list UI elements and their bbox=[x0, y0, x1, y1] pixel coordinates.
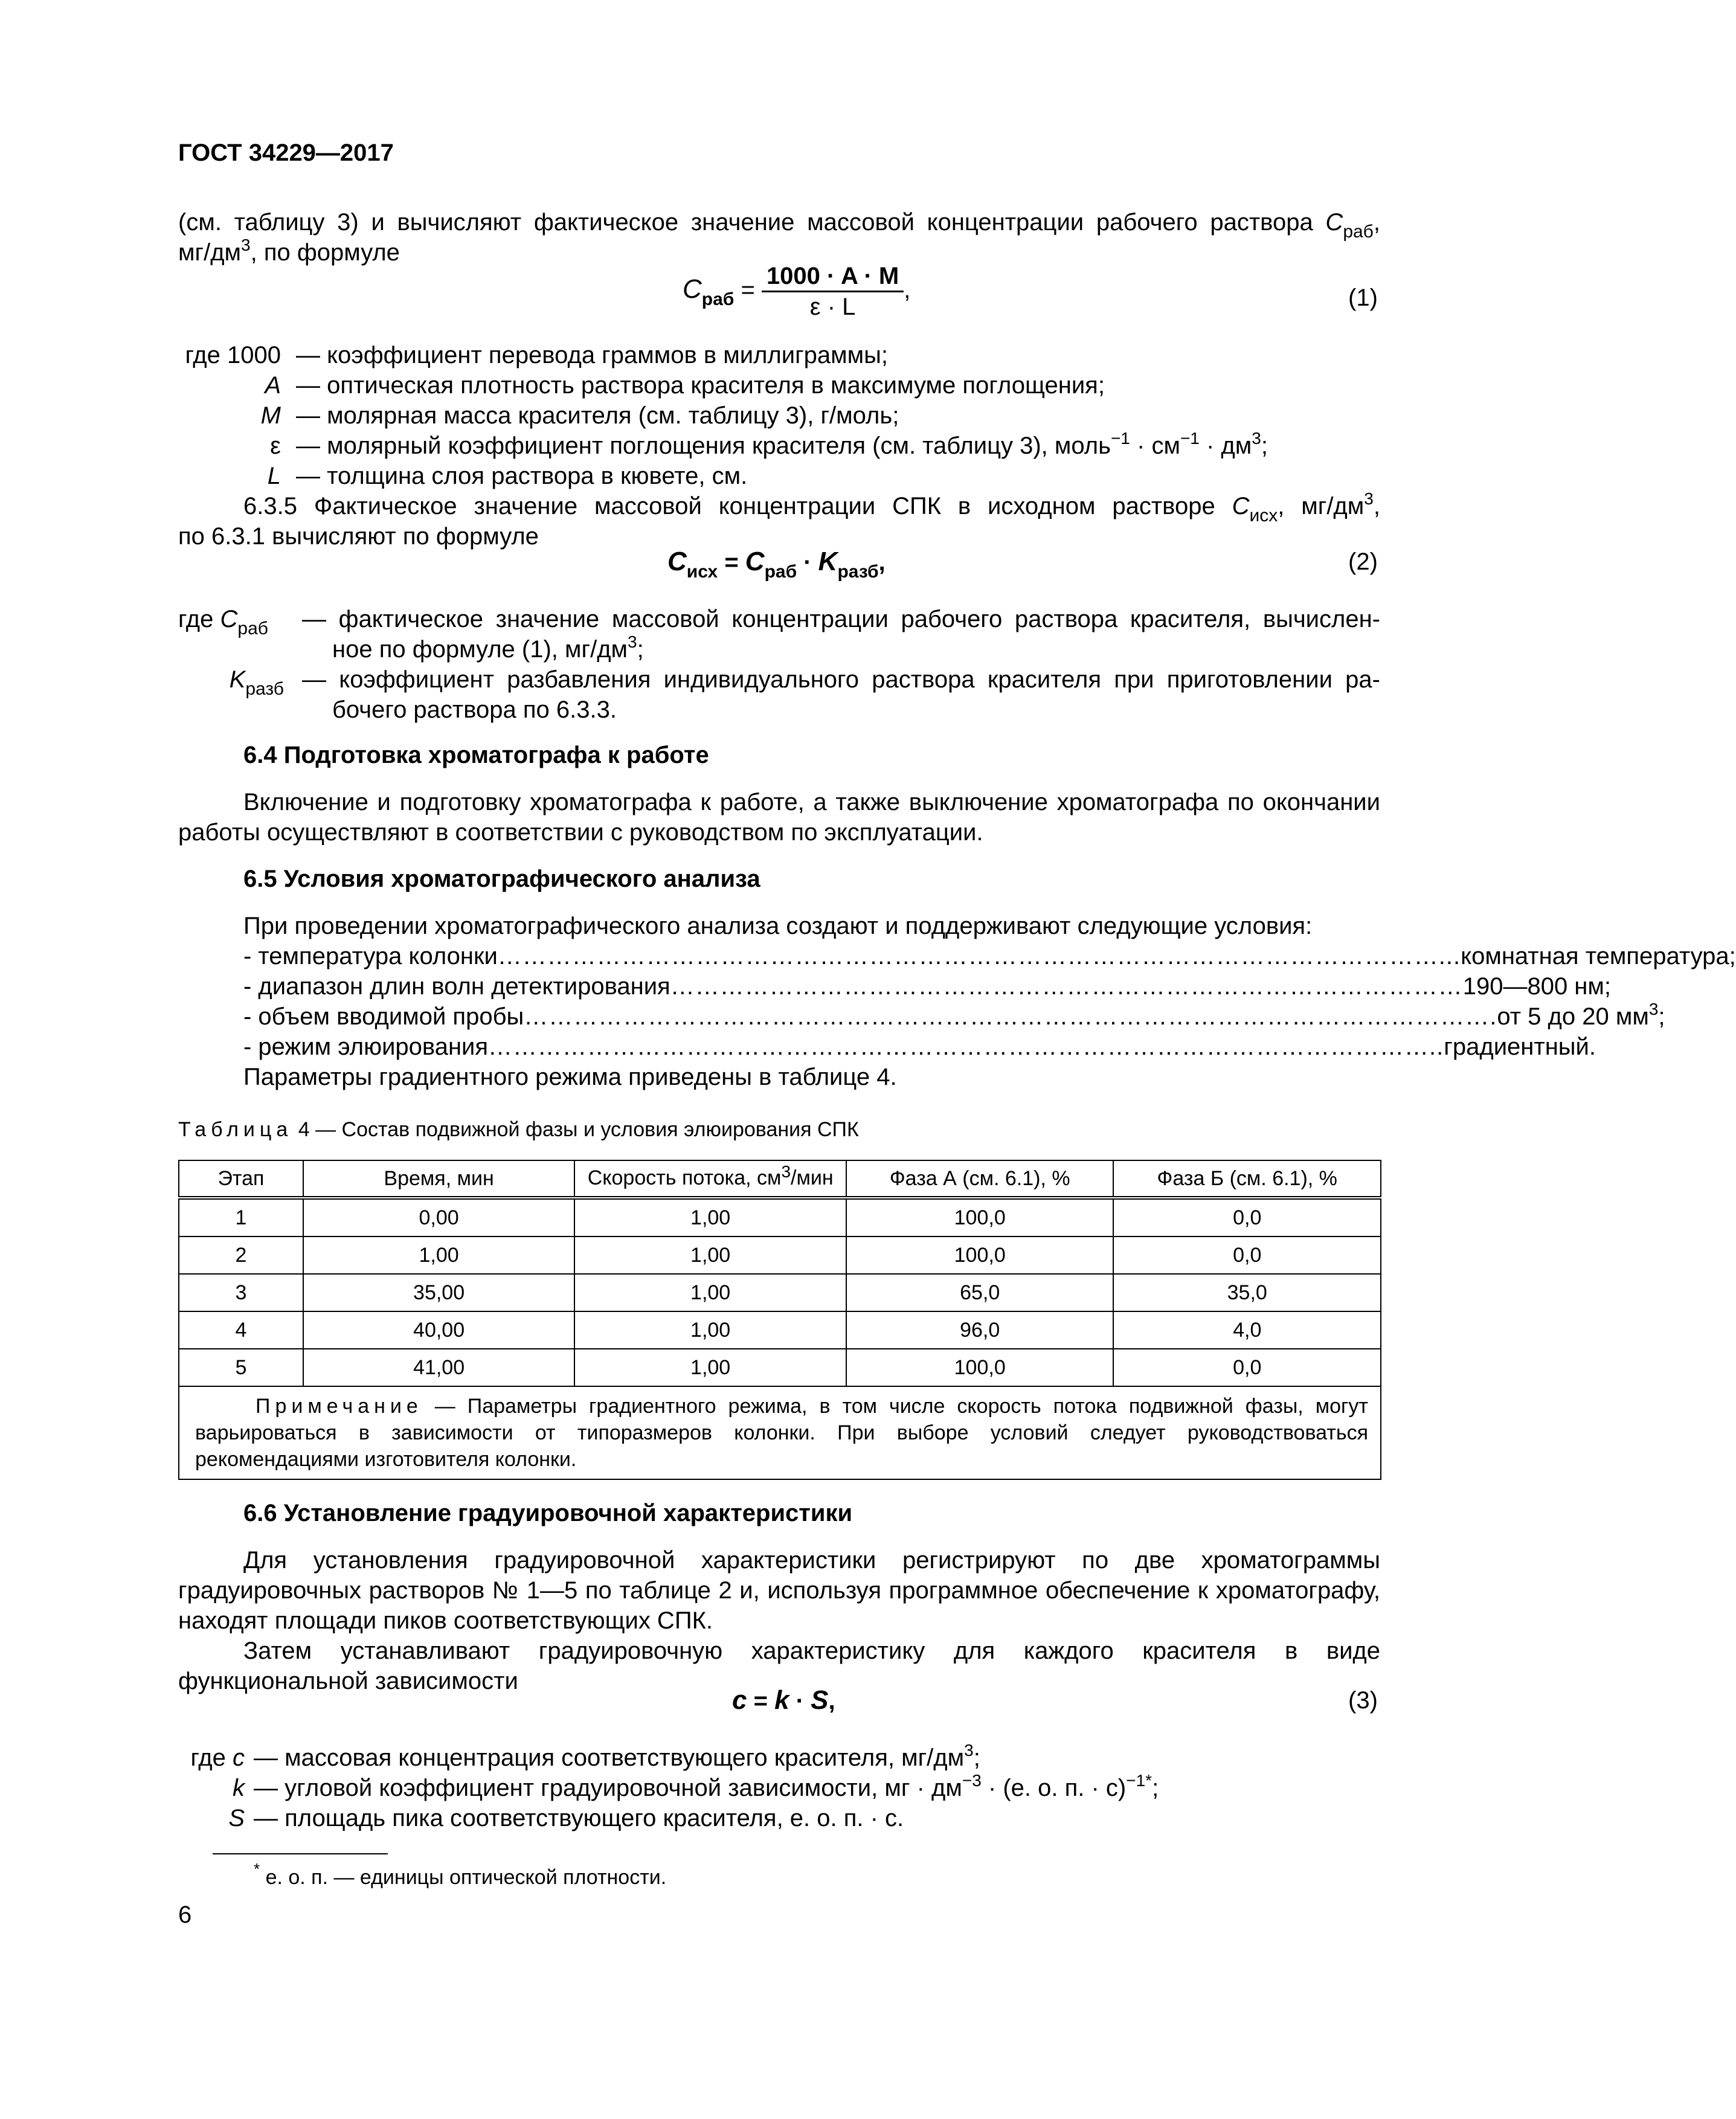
table-cell: 96,0 bbox=[846, 1311, 1114, 1349]
section-6-6-p1: Для установления градуировочной характеристики регистрируют по две хроматограммы градуировочных растворов № 1—5 по таблице 2 и, используя программное обеспечение к хроматографу, находят площади пиков соответствующих СПК. bbox=[178, 1547, 1380, 1634]
def1-sym-1: A bbox=[265, 372, 281, 399]
table-cell: 4 bbox=[179, 1311, 303, 1349]
table-cell: 100,0 bbox=[846, 1198, 1114, 1236]
section-6-4-heading: 6.4 Подготовка хроматографа к работе bbox=[243, 742, 709, 768]
table-header-row bbox=[179, 1160, 1381, 1198]
table-cell: 1,00 bbox=[574, 1311, 846, 1349]
def3-sym-0: где c bbox=[190, 1744, 245, 1771]
def1-text-0: — коэффициент перевода граммов в миллиграммы; bbox=[296, 342, 889, 368]
document-header: ГОСТ 34229—2017 bbox=[178, 140, 394, 166]
condition-row-2: - объем вводимой пробы ………………………………………………………………………………………………………. от 5 до 20 $мм^3$; bbox=[243, 1000, 1665, 1030]
def2-text-1-line-2: бочего раствора по 6.3.3. bbox=[332, 696, 617, 723]
formula-3-number: (3) bbox=[1348, 1687, 1378, 1714]
def2-text-1-line-1: — коэффициент разбавления индивидуального раствора красителя при приготовлении ра- bbox=[302, 666, 1380, 693]
def1-text-1: — оптическая плотность раствора красителя в максимуме поглощения; bbox=[296, 372, 1105, 399]
table-cell: 1 bbox=[179, 1198, 303, 1236]
col-header-phase-b: Фаза Б (см. 6.1), % bbox=[1113, 1160, 1381, 1198]
intro-line-2: $мг/дм^3$, по формуле bbox=[178, 236, 400, 266]
p635-line-2: по 6.3.1 вычисляют по формуле bbox=[178, 523, 539, 550]
col-header-stage: Этап bbox=[179, 1160, 303, 1198]
table-cell: 2 bbox=[179, 1236, 303, 1274]
formula-1-numerator: 1000 · A · M bbox=[762, 262, 904, 292]
table-cell: 1,00 bbox=[574, 1274, 846, 1311]
table-cell: 0,00 bbox=[303, 1198, 575, 1236]
section-6-5-intro: При проведении хроматографического анализа создают и поддерживают следующие условия: bbox=[243, 913, 1313, 939]
table-cell: 1,00 bbox=[574, 1236, 846, 1274]
table-4-caption: Таблица 4 — Состав подвижной фазы и условия элюирования СПК bbox=[178, 1118, 859, 1141]
def2-text-0-line-2: ное по формуле (1), $мг/дм^3$; bbox=[332, 632, 644, 663]
section-6-4-text: Включение и подготовку хроматографа к работе, а также выключение хроматографа по окончании работы осуществляют в соответствии с руководством по эксплуатации. bbox=[178, 789, 1380, 846]
table-cell: 1,00 bbox=[574, 1198, 846, 1236]
condition-row-1: - диапазон длин волн детектирования …………………………………………………………………………………… 190—800 нм; bbox=[243, 973, 1612, 1000]
formula-1: $C_{раб}$ = $\frac{1000 \cdot A \cdot M}{\varepsilon \cdot L}$ , bbox=[683, 263, 911, 320]
section-6-5-heading: 6.5 Условия хроматографического анализа bbox=[243, 866, 760, 892]
condition-row-0: - температура колонки ……………………………………………………………………………………………………... комнатная температура; bbox=[243, 943, 1736, 969]
formula-1-denominator: ε · L bbox=[809, 294, 856, 320]
table-row bbox=[179, 1274, 1381, 1311]
table-row bbox=[179, 1311, 1381, 1349]
footnote-separator bbox=[213, 1853, 388, 1854]
table-cell: 0,0 bbox=[1113, 1349, 1381, 1386]
def2-sym-1: $K_{разб}$ bbox=[229, 666, 284, 699]
col-header-time: Время, мин bbox=[303, 1160, 575, 1198]
intro-c-symbol: C bbox=[1325, 209, 1343, 236]
table-row bbox=[179, 1349, 1381, 1386]
formula-2-number: (2) bbox=[1348, 548, 1378, 575]
def2-text-0-line-1: — фактическое значение массовой концентрации рабочего раствора красителя, вычислен- bbox=[302, 606, 1380, 632]
def1-text-4: — толщина слоя раствора в кювете, см. bbox=[296, 463, 748, 489]
formula-2: $C_{исх} = C_{раб} \cdot K_{разб}$, bbox=[667, 547, 886, 582]
def1-sym-0: где 1000 bbox=[185, 342, 281, 368]
section-6-6-p2: Затем устанавливают градуировочную характеристику для каждого красителя в виде функциональной зависимости bbox=[178, 1638, 1380, 1694]
def3-sym-2: S bbox=[228, 1805, 245, 1831]
col-header-flow: Скорость потока, $см^3$/мин bbox=[574, 1160, 846, 1198]
def1-text-2: — молярная масса красителя (см. таблицу 3), г/моль; bbox=[296, 402, 899, 429]
table-cell: 1,00 bbox=[574, 1349, 846, 1386]
page-number: 6 bbox=[178, 1902, 192, 1928]
table-cell: 4,0 bbox=[1113, 1311, 1381, 1349]
col-header-phase-a: Фаза А (см. 6.1), % bbox=[846, 1160, 1114, 1198]
table-note: Примечание — Параметры градиентного режима, в том числе скорость потока подвижной фазы, могут варьироваться в зависимости от типоразмеров колонки. При выборе условий следует руководствоваться рекомендациями изготовителя колонки. bbox=[179, 1386, 1381, 1479]
table-cell: 41,00 bbox=[303, 1349, 575, 1386]
table-cell: 65,0 bbox=[846, 1274, 1114, 1311]
intro-line-1: (см. таблицу 3) и вычисляют фактическое значение массовой концентрации рабочего раствора $C_{раб}$, bbox=[178, 209, 1380, 242]
def1-sym-2: M bbox=[260, 402, 281, 429]
table-cell: 35,00 bbox=[303, 1274, 575, 1311]
table-cell: 100,0 bbox=[846, 1236, 1114, 1274]
table-cell: 100,0 bbox=[846, 1349, 1114, 1386]
def3-text-2: — площадь пика соответствующего красителя, е. о. п. · с. bbox=[254, 1805, 904, 1831]
def1-sym-3: ε bbox=[270, 432, 281, 459]
def1-text-3: — молярный коэффициент поглощения красителя (см. таблицу 3), моль$^{-1}$ · $см^{-1} \cdot дм^3$; bbox=[296, 429, 1268, 459]
table-cell: 0,0 bbox=[1113, 1198, 1381, 1236]
table-4 bbox=[178, 1160, 1381, 1480]
footnote: * е. о. п. — единицы оптической плотности. bbox=[254, 1860, 667, 1889]
formula-1-fraction bbox=[762, 262, 904, 321]
table-note-row bbox=[179, 1386, 1381, 1479]
table-cell: 1,00 bbox=[303, 1236, 575, 1274]
def2-sym-0: где $C_{раб}$ bbox=[178, 606, 268, 638]
formula-3: c = k · S, bbox=[732, 1685, 835, 1715]
table-cell: 35,0 bbox=[1113, 1274, 1381, 1311]
section-6-6-heading: 6.6 Установление градуировочной характеристики bbox=[243, 1500, 853, 1526]
formula-1-number: (1) bbox=[1348, 285, 1378, 311]
def3-sym-1: k bbox=[233, 1775, 245, 1801]
def3-text-0: — массовая концентрация соответствующего красителя, $мг/дм^3$; bbox=[254, 1741, 980, 1771]
condition-row-3: - режим элюирования …………………………………………………………………………………………………….. градиентный. bbox=[243, 1034, 1596, 1060]
table-row bbox=[179, 1198, 1381, 1236]
table-cell: 40,00 bbox=[303, 1311, 575, 1349]
table-cell: 5 bbox=[179, 1349, 303, 1386]
def1-sym-4: L bbox=[267, 463, 281, 489]
p635-line-1: 6.3.5 Фактическое значение массовой концентрации СПК в исходном растворе $C_{исх}$, $мг/дм^3$, bbox=[243, 489, 1380, 526]
def3-text-1: — угловой коэффициент градуировочной зависимости, мг · $дм^{-3} \cdot (е$. о. п. · с)$^{-1*}$; bbox=[254, 1771, 1159, 1801]
table-cell: 3 bbox=[179, 1274, 303, 1311]
table-row bbox=[179, 1236, 1381, 1274]
section-6-5-outro: Параметры градиентного режима приведены в таблице 4. bbox=[243, 1064, 897, 1090]
table-cell: 0,0 bbox=[1113, 1236, 1381, 1274]
